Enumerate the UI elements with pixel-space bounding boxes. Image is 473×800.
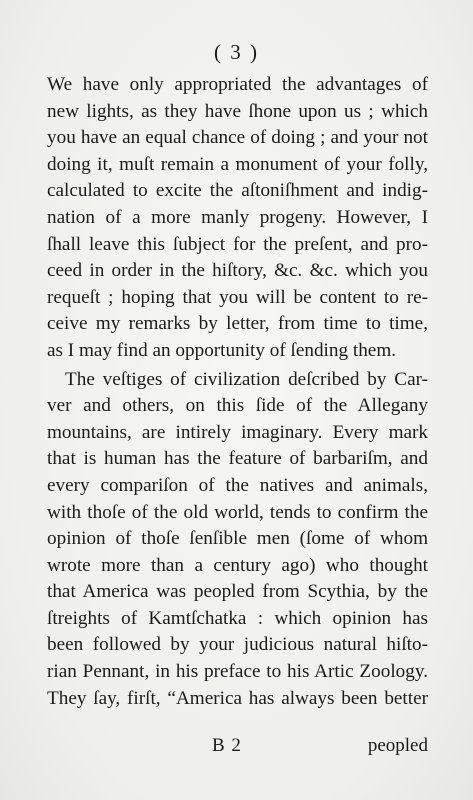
catchword: peopled	[367, 735, 428, 756]
text-line: been followed by your judicious natural hiſto-	[47, 634, 428, 656]
text-line: ſhall leave this ſubject for the preſent, and pro-	[47, 233, 428, 255]
text-line: you have an equal chance of doing ; and your not	[47, 127, 428, 149]
text-line: with thoſe of the old world, tends to confirm the	[47, 501, 428, 523]
text-line: nation of a more manly progeny. However, I	[47, 206, 428, 228]
text-line: that America was peopled from Scythia, by the	[47, 581, 428, 603]
text-line: new lights, as they have ſhone upon us ; which	[47, 100, 428, 122]
text-line: every compariſon of the natives and animals,	[47, 474, 428, 496]
text-line: that is human has the feature of barbariſm, and	[47, 448, 428, 470]
page-footer	[47, 735, 428, 761]
page-number: ( 3 )	[214, 40, 259, 64]
text-line: doing it, muſt remain a monument of your folly,	[47, 153, 428, 175]
text-line: We have only appropriated the advantages of	[47, 74, 428, 95]
text-line: The veſtiges of civilization deſcribed by Car-	[65, 368, 428, 390]
text-line: They ſay, firſt, “America has always been better	[47, 687, 428, 709]
body-text	[47, 72, 428, 712]
text-line: ſtreights of Kamtſchatka : which opinion has	[47, 607, 428, 629]
text-line: ver and others, on this ſide of the Allegany	[47, 395, 428, 417]
text-line: rian Pennant, in his preface to his Artic Zoology.	[47, 661, 428, 683]
paragraph-1	[47, 72, 428, 365]
text-line: opinion of thoſe ſenſible men (ſome of whom	[47, 528, 428, 550]
signature-mark: B 2	[212, 735, 242, 756]
text-line: calculated to excite the aſtoniſhment and indig-	[47, 180, 428, 202]
text-line: as I may find an opportunity of ſending them.	[47, 339, 397, 361]
paragraph-2	[47, 367, 428, 713]
text-line: ceed in order in the hiſtory, &c. &c. which you	[47, 260, 428, 282]
text-line: ceive my remarks by letter, from time to time,	[47, 313, 428, 335]
text-line: mountains, are intirely imaginary. Every mark	[47, 421, 428, 443]
text-line: wrote more than a century ago) who thought	[47, 554, 428, 576]
text-line: requeſt ; hoping that you will be content to re-	[47, 286, 428, 308]
